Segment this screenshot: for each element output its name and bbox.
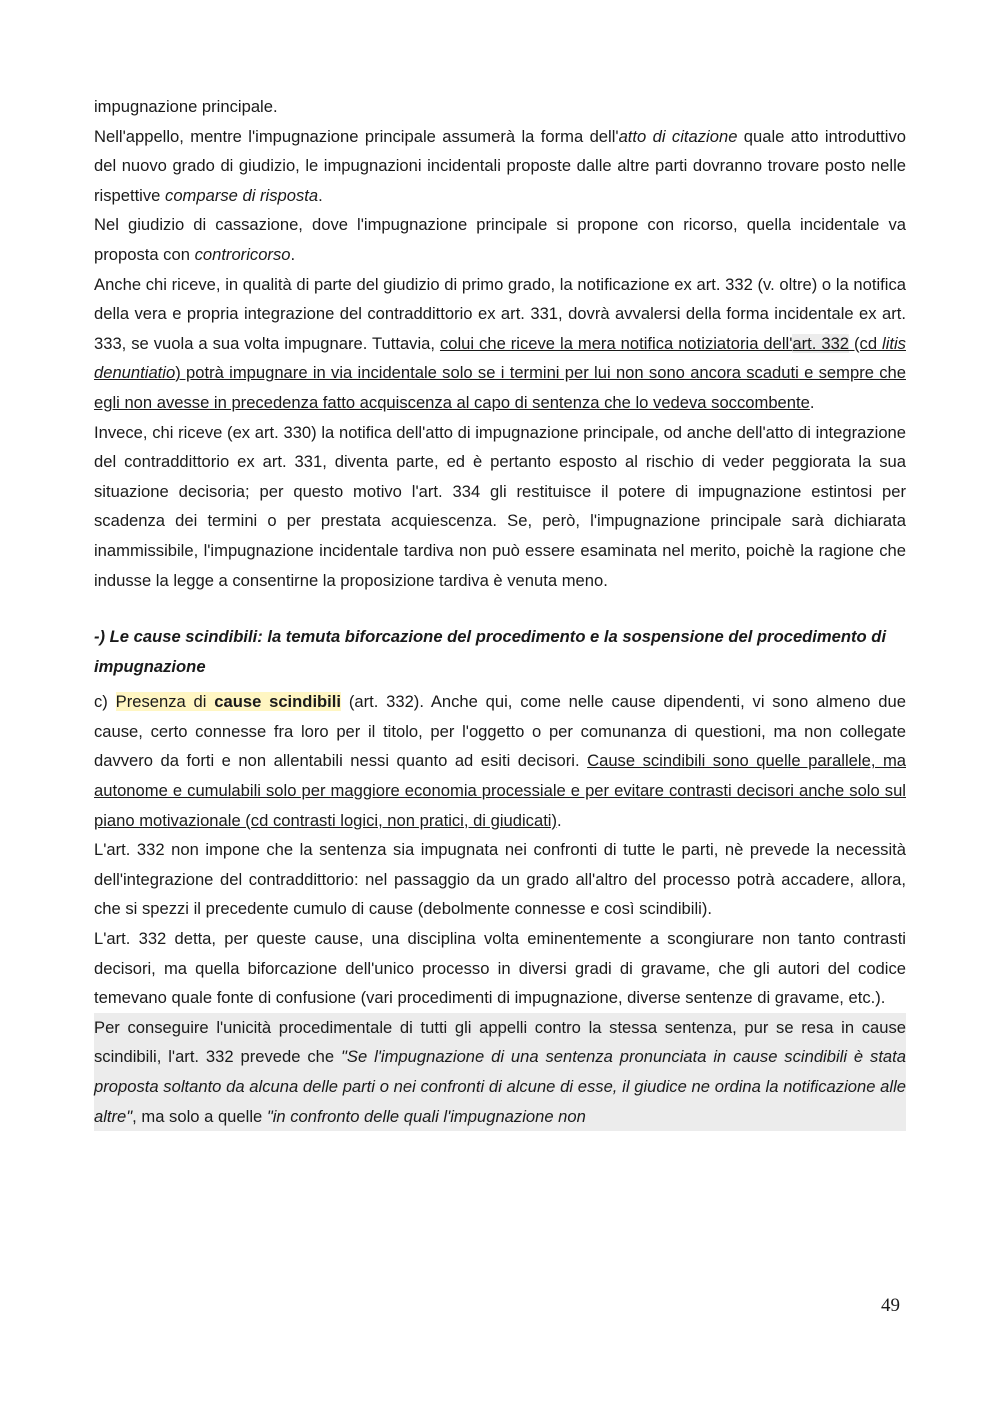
underlined-passage-3: ) potrà impugnare in via incidentale solo se i termini per lui non sono ancora scaduti e sempre che egli non avesse in precedenza fatto acquiscenza al capo di sentenza che lo vedeva soccombente bbox=[94, 363, 906, 412]
section-heading: -) Le cause scindibili: la temuta biforcazione del procedimento e la sospensione del procedimento di impugnazione bbox=[94, 627, 887, 676]
paragraph-8 bbox=[94, 924, 906, 1013]
paragraph-7 bbox=[94, 835, 906, 924]
litis-denuntiatio-term: litis denuntiatio bbox=[94, 333, 906, 383]
quoted-article-text-2: "in confronto delle quali l'impugnazione non bbox=[266, 1106, 586, 1126]
quoted-article-text: "Se l'impugnazione di una sentenza pronunciata in cause scindibili è stata proposta soltanto da alcuna delle parti o nei confronti di alcune di esse, il giudice ne ordina la notificazione alle altre" bbox=[94, 1047, 906, 1126]
paragraph-6 bbox=[94, 687, 906, 835]
document-page bbox=[94, 92, 906, 1131]
underlined-passage-2: (cd bbox=[849, 333, 883, 353]
paragraph-6-text: (art. 332). Anche qui, come nelle cause dipendenti, vi sono almeno due cause, certo connesse fra loro per il titolo, per l'oggetto o per comunanza di questioni, ma non collegate davvero da forti e non allentabili nessi quanto ad esiti decisori. bbox=[94, 692, 906, 771]
paragraph-7-text: L'art. 332 non impone che la sentenza sia impugnata nei confronti di tutte le parti, nè prevede la necessità dell'integrazione del contraddittorio: nel passaggio da un grado all'altro del processo potrà accadere, allora, che si spezzi il precedente cumulo di cause (debolmente connesse e così scindibili). bbox=[94, 840, 906, 919]
paragraph-9-highlighted bbox=[94, 1013, 906, 1131]
paragraph-2-end: . bbox=[318, 185, 323, 205]
underlined-definition: Cause scindibili sono quelle parallele, ma autonome e cumulabili solo per maggiore economia processiale e per evitare contrasti decisori anche solo sul piano motivazionale (cd contrasti logici, non pratici, di giudicati) bbox=[94, 751, 906, 830]
paragraph-9-text-cont: , ma solo a quelle bbox=[132, 1106, 267, 1126]
atto-di-citazione-term: atto di citazione bbox=[618, 126, 738, 146]
list-marker-c: c) bbox=[94, 692, 116, 712]
paragraph-4 bbox=[94, 270, 906, 418]
underlined-passage-1: colui che riceve la mera notifica notiziatoria dell' bbox=[439, 333, 793, 353]
paragraph-2-text: Nell'appello, mentre l'impugnazione principale assumerà la forma dell' bbox=[94, 126, 619, 146]
cause-scindibili-term: cause scindibili bbox=[214, 692, 342, 712]
paragraph-2-text-cont: quale atto introduttivo del nuovo grado di giudizio, le impugnazioni incidentali proposte dalle altre parti dovranno trovare posto nelle rispettive bbox=[94, 126, 907, 205]
controricorso-term: controricorso bbox=[194, 244, 291, 264]
paragraph-3-text: Nel giudizio di cassazione, dove l'impugnazione principale si propone con ricorso, quella incidentale va proposta con bbox=[94, 215, 906, 264]
highlighted-phrase-text: Presenza di bbox=[115, 692, 215, 712]
page-number: 49 bbox=[881, 1295, 900, 1316]
art-332-link: art. 332 bbox=[792, 333, 850, 353]
paragraph-2 bbox=[94, 122, 906, 211]
paragraph-9-text: Per conseguire l'unicità procedimentale di tutti gli appelli contro la stessa sentenza, pur se resa in cause scindibili, l'art. 332 prevede che bbox=[94, 1017, 906, 1067]
paragraph-8-text: L'art. 332 detta, per queste cause, una disciplina volta eminentemente a scongiurare non tanto contrasti decisori, ma quella biforcazione dell'unico processo in diversi gradi di gravame, che gli autori del codice temevano quale fonte di confusione (vari procedimenti di impugnazione, diverse sentenze di gravame, etc.). bbox=[94, 929, 906, 1008]
paragraph-4-text: Anche chi riceve, in qualità di parte del giudizio di primo grado, la notificazione ex art. 332 (v. oltre) o la notifica della vera e propria integrazione del contraddittorio ex art. 331, dovrà avvalersi della forma incidentale ex art. 333, se vuola a sua volta impugnare. Tuttavia, bbox=[94, 274, 906, 353]
paragraph-4-end: . bbox=[809, 392, 815, 412]
comparse-di-risposta-term: comparse di risposta bbox=[165, 185, 319, 205]
highlighted-phrase bbox=[116, 692, 341, 711]
paragraph-6-end: . bbox=[557, 810, 562, 830]
paragraph-1 bbox=[94, 92, 906, 122]
paragraph-3 bbox=[94, 210, 906, 269]
paragraph-1-text: impugnazione principale. bbox=[94, 97, 278, 116]
paragraph-3-end: . bbox=[290, 244, 296, 264]
paragraph-5-text: Invece, chi riceve (ex art. 330) la notifica dell'atto di impugnazione principale, od anche dell'atto di integrazione del contraddittorio ex art. 331, diventa parte, ed è pertanto esposto al rischio di veder peggiorata la sua situazione decisoria; per questo motivo l'art. 334 gli restituisce il potere di impugnazione estintosi per scadenza dei termini o per prestata acquiescenza. Se, però, l'impugnazione principale sarà dichiarata inammissibile, l'impugnazione incidentale tardiva non può essere esaminata nel merito, poichè la ragione che indusse la legge a consentirne la proposizione tardiva è venuta meno. bbox=[94, 422, 906, 590]
paragraph-5 bbox=[94, 418, 906, 596]
